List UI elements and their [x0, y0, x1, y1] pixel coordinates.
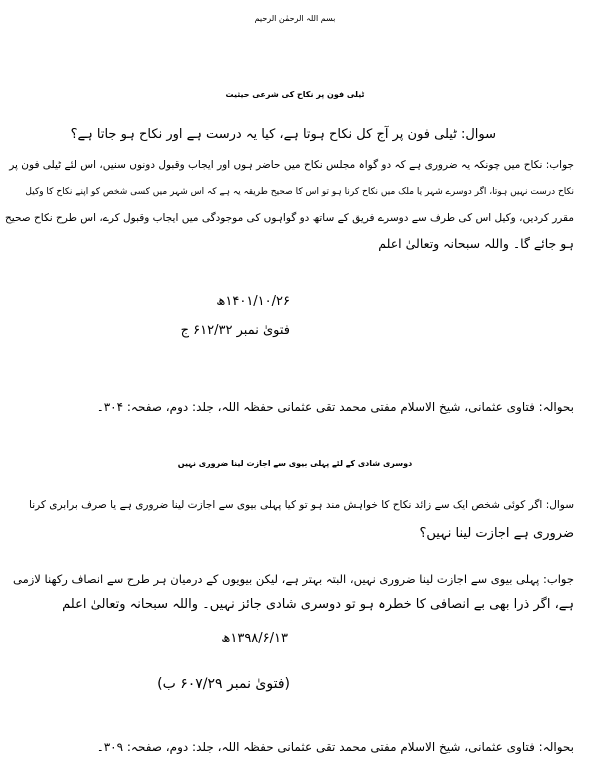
section1-title: ٹیلی فون پر نکاح کی شرعی حیثیت — [225, 90, 365, 99]
section1-reference: بحوالہ: فتاوی عثمانی، شیخ الاسلام مفتی محمد تقی عثمانی حفظہ اللہ، جلد: دوم، صفحہ: ۳۰۴۔ — [96, 400, 574, 414]
section2-question-line: ضروری ہے اجازت لینا نہیں؟ — [419, 526, 574, 541]
section1-fatwa-number: فتویٰ نمبر ۶۱۲/۳۲ ج — [180, 323, 290, 338]
section1-date: ۱۴۰۱/۱۰/۲۶ھ — [216, 294, 290, 309]
section2-reference: بحوالہ: فتاوی عثمانی، شیخ الاسلام مفتی محمد تقی عثمانی حفظہ اللہ، جلد: دوم، صفحہ: ۳۰۹۔ — [96, 740, 574, 754]
section2-answer-line: ہے، اگر ذرا بھی بے انصافی کا خطرہ ہو تو دوسری شادی جائز نہیں۔ واللہ سبحانہ وتعالیٰ اعلم — [62, 597, 574, 612]
section2-date: ۱۳۹۸/۶/۱۳ھ — [221, 631, 288, 646]
section2-question-line: سوال: اگر کوئی شخص ایک سے زائد نکاح کا خواہش مند ہو تو کیا پہلی بیوی سے اجازت لینا ضروری ہے یا صرف برابری کرنا — [29, 499, 574, 511]
section2-answer-line: جواب: پہلی بیوی سے اجازت لینا ضروری نہیں، البتہ بہتر ہے، لیکن بیویوں کے درمیان ہر طرح سے انصاف رکھنا لازمی — [12, 572, 574, 586]
section1-answer-line: نکاح درست نہیں ہوتا، اگر دوسرے شہر یا ملک میں نکاح کرنا ہو تو اس کا صحیح طریقہ یہ ہے کہ اس شہر میں کسی شخص کو اپنے نکاح کا وکیل — [25, 187, 574, 197]
bismillah-heading: بسم اللہ الرحمٰن الرحیم — [254, 14, 336, 23]
section1-question: سوال: ٹیلی فون پر آج کل نکاح ہوتا ہے، کیا یہ درست ہے اور نکاح ہو جاتا ہے؟ — [70, 127, 496, 142]
section1-answer-line: جواب: نکاح میں چونکہ یہ ضروری ہے کہ دو گواہ مجلس نکاح میں حاضر ہوں اور ایجاب وقبول دونوں سنیں، اس لئے ٹیلی فون پر — [9, 159, 574, 171]
section2-title: دوسری شادی کے لئے پہلی بیوی سے اجازت لینا ضروری نہیں — [177, 459, 413, 468]
section2-fatwa-number: (فتویٰ نمبر ۶۰۷/۲۹ ب) — [157, 676, 290, 692]
section1-answer-line: ہو جائے گا۔ واللہ سبحانہ وتعالیٰ اعلم — [378, 236, 574, 251]
section1-answer-line: مقرر کردیں، وکیل اس کی طرف سے دوسرے فریق کے ساتھ دو گواہوں کی موجودگی میں ایجاب وقبول کرے، اس طرح نکاح صحیح — [5, 212, 574, 224]
